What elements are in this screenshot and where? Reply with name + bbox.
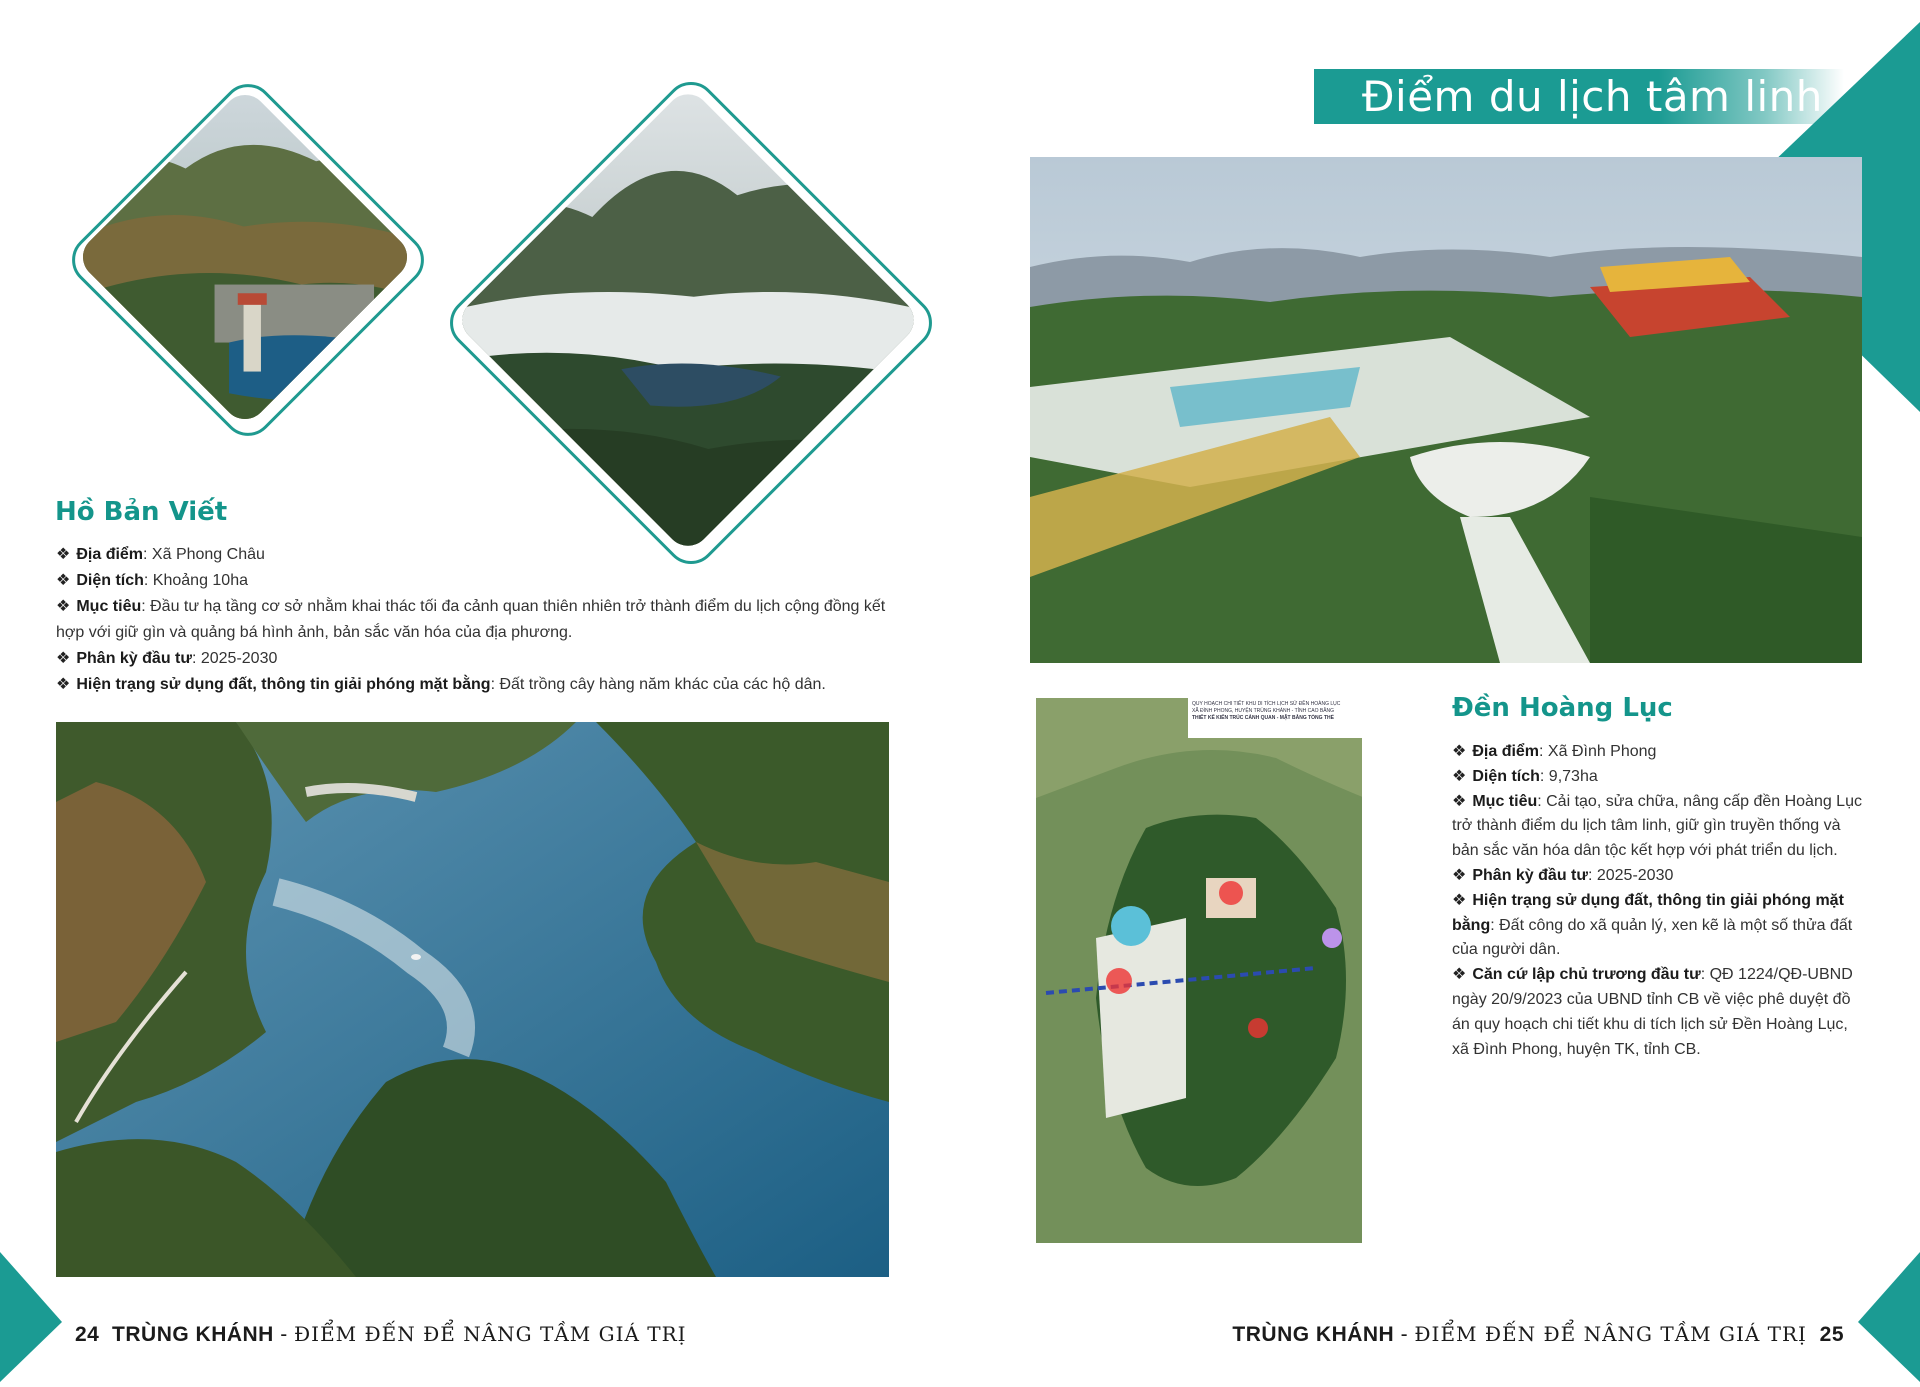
footer-left: 24 TRÙNG KHÁNH - ĐIỂM ĐẾN ĐỂ NÂNG TẦM GIÁ TRỊ: [75, 1322, 687, 1346]
bottom-right-corner-decoration: [1850, 1252, 1920, 1382]
footer-brand-left: TRÙNG KHÁNH: [112, 1323, 274, 1346]
den-hoang-luc-title: Đền Hoàng Lục: [1452, 693, 1673, 723]
ho-ban-viet-title: Hồ Bản Viết: [55, 497, 228, 527]
plan-header-line1: QUY HOẠCH CHI TIẾT KHU DI TÍCH LỊCH SỬ ĐỀN HOÀNG LỤC: [1192, 701, 1341, 707]
info-row-goal: ❖ Mục tiêu: Đầu tư hạ tầng cơ sở nhằm khai thác tối đa cảnh quan thiên nhiên trở thành điểm du lịch cộng đồng kết hợp với giữ gìn và quảng bá hình ảnh, bản sắc văn hóa của địa phương.: [56, 598, 886, 641]
footer-brand-right: TRÙNG KHÁNH: [1232, 1323, 1395, 1346]
info-row-phase: ❖ Phân kỳ đầu tư: 2025-2030: [1452, 866, 1674, 884]
plan-legend: [1188, 698, 1416, 738]
page-number-right: 25: [1819, 1323, 1844, 1346]
info-row-land: ❖ Hiện trạng sử dụng đất, thông tin giải phóng mặt bằng: Đất trồng cây hàng năm khác của các hộ dân.: [56, 676, 826, 693]
section-banner: Điểm du lịch tâm linh: [1314, 69, 1844, 124]
plan-header-title: THIẾT KẾ KIẾN TRÚC CẢNH QUAN - MẶT BẰNG TỔNG THỂ: [1192, 715, 1334, 721]
lake-dam-diamond-photo: [60, 72, 436, 448]
info-row-area: ❖ Diện tích: Khoảng 10ha: [56, 572, 248, 589]
info-row-location: ❖ Địa điểm: Xã Phong Châu: [56, 546, 265, 563]
footer-tagline-left: ĐIỂM ĐẾN ĐỂ NÂNG TẦM GIÁ TRỊ: [294, 1322, 687, 1346]
misty-lake-diamond-photo: [440, 72, 940, 572]
den-hoang-luc-info: [1452, 740, 1867, 1062]
info-row-basis: ❖ Căn cứ lập chủ trương đầu tư: QĐ 1224/QĐ-UBND ngày 20/9/2023 của UBND tỉnh CB về việc phê duyệt đồ án quy hoạch chi tiết khu di tích lịch sử Đền Hoàng Lục, xã Đình Phong, huyện TK, tỉnh CB.: [1452, 966, 1853, 1058]
plan-header-line2: XÃ ĐÌNH PHONG, HUYỆN TRÙNG KHÁNH - TỈNH CAO BẰNG: [1192, 708, 1335, 714]
page-number-left: 24: [75, 1323, 100, 1346]
ho-ban-viet-info: [56, 542, 896, 698]
plan-legend-column: [1362, 738, 1416, 1243]
footer-right: TRÙNG KHÁNH - ĐIỂM ĐẾN ĐỂ NÂNG TẦM GIÁ TRỊ 25: [1232, 1322, 1844, 1346]
footer-tagline-right: ĐIỂM ĐẾN ĐỂ NÂNG TẦM GIÁ TRỊ: [1414, 1322, 1807, 1346]
lake-aerial-photo: [56, 722, 889, 1277]
temple-rendering-photo: [1030, 157, 1862, 663]
info-row-goal: ❖ Mục tiêu: Cải tạo, sửa chữa, nâng cấp đền Hoàng Lục trở thành điểm du lịch tâm linh, giữ gìn truyền thống và bản sắc văn hóa dân tộc kết hợp với phát triển du lịch.: [1452, 792, 1862, 860]
master-plan-drawing: [1036, 698, 1416, 1243]
info-row-phase: ❖ Phân kỳ đầu tư: 2025-2030: [56, 650, 278, 667]
info-row-area: ❖ Diện tích: 9,73ha: [1452, 767, 1598, 785]
info-row-land: ❖ Hiện trạng sử dụng đất, thông tin giải phóng mặt bằng: Đất công do xã quản lý, xen kẽ là một số thửa đất của người dân.: [1452, 891, 1853, 959]
info-row-location: ❖ Địa điểm: Xã Đình Phong: [1452, 743, 1657, 760]
